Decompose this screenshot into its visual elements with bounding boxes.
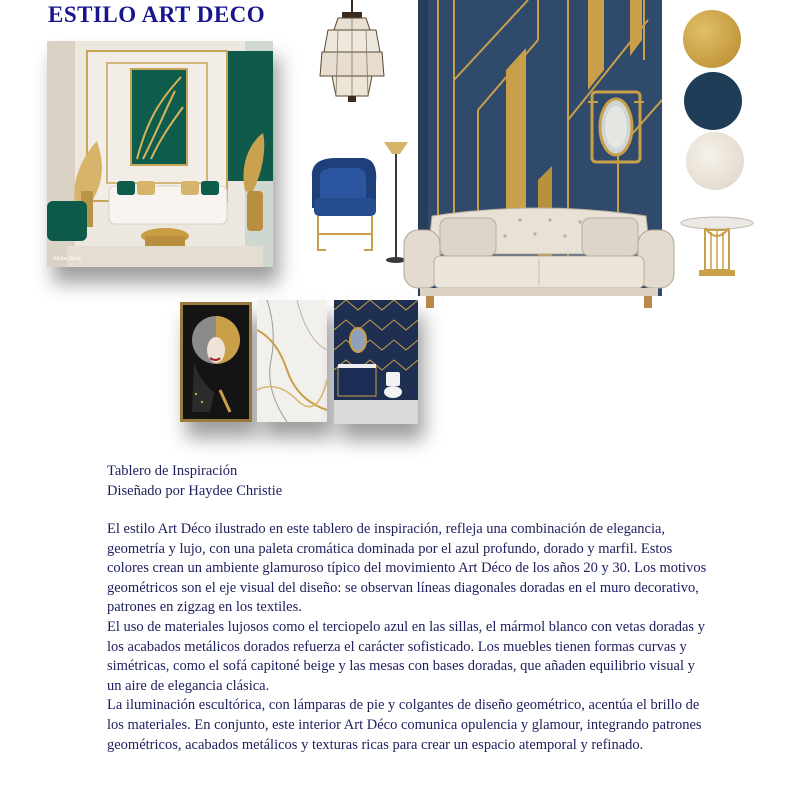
description-text <box>107 520 707 755</box>
marble-sample <box>257 300 327 422</box>
ivory-swatch <box>686 132 744 190</box>
tufted-chesterfield-sofa <box>400 204 678 312</box>
photo-watermark: Adobe Stock <box>53 256 82 262</box>
page-title: ESTILO ART DECO <box>48 2 266 27</box>
caption-block <box>107 461 282 501</box>
living-room-photo <box>47 41 273 267</box>
marble-side-table <box>679 214 755 280</box>
designer-credit: Diseñado por Haydee Christie <box>107 483 283 499</box>
bathroom-photo <box>334 300 418 424</box>
art-deco-portrait-artwork <box>180 302 252 422</box>
gold-swatch <box>683 10 741 68</box>
art-deco-mirror <box>588 88 644 166</box>
description-paragraph: El estilo Art Déco ilustrado en este tablero de inspiración, refleja una combinación de elegancia, geometría y lujo, con una paleta cromática dominada por el azul profundo, dorado y marfil. Estos colores crean un ambiente glamuroso típico del movimiento Art Déco de los años 20 y 30. Los motivos geométricos son el eje visual del diseño: se observan líneas diagonales doradas en el muro decorativo, patrones en zigzag en los textiles. <box>107 521 707 616</box>
navy-swatch <box>684 72 742 130</box>
description-paragraph: El uso de materiales lujosos como el terciopelo azul en las sillas, el mármol blanco con vetas doradas y los acabados metálicos dorados refuerza el carácter sofisticado. Los muebles tienen formas curvas y simétricas, como el sofá capitoné beige y las mesas con bases doradas, que añaden equilibrio visual y un aire de elegancia clásica. <box>107 618 705 694</box>
description-paragraph: La iluminación escultórica, con lámparas de pie y colgantes de diseño geométrico, acentúa el brillo de los materiales. En conjunto, este interior Art Déco comunica opulencia y glamour, integrando patrones geométricos, acabados metálicos y texturas ricas para crear un espacio atemporal y refinado. <box>107 697 702 753</box>
board-subtitle: Tablero de Inspiración <box>107 463 238 479</box>
chandelier-image <box>318 0 386 104</box>
